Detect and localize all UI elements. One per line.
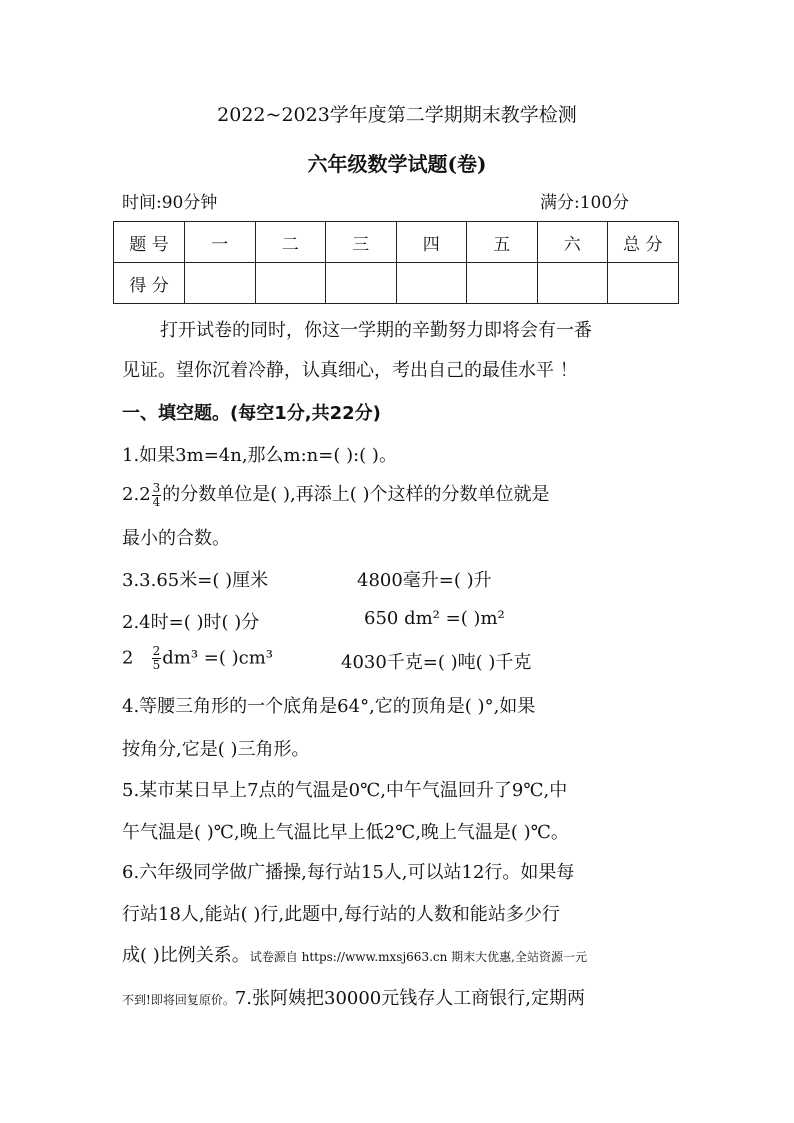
- score-table-score-row: [114, 263, 679, 304]
- score-cell-header: 四: [396, 222, 467, 263]
- intro-line: 见证。望你沉着冷静，认真细心，考出自己的最佳水平 ！: [122, 360, 578, 381]
- question-3c: 2.4时=( )时( )分: [122, 612, 260, 633]
- q2-text: 的分数单位是( ),再添上( )个这样的分数单位就是: [162, 484, 550, 505]
- source-note: 不到!即将回复原价。: [122, 993, 235, 1007]
- score-cell-label: 得 分: [114, 263, 185, 304]
- score-cell-empty: [537, 263, 608, 304]
- score-cell-header: 三: [326, 222, 397, 263]
- question-5: 5.某市某日早上7点的气温是0℃,中午气温回升了9℃,中: [122, 780, 568, 801]
- score-cell-empty: [608, 263, 679, 304]
- question-2: [122, 480, 550, 509]
- question-3a: 3.3.65米=( )厘米: [122, 570, 269, 591]
- q7-text: 7.张阿姨把30000元钱存人工商银行,定期两: [234, 988, 585, 1009]
- q2-fraction: [152, 482, 162, 509]
- score-cell-header: 总 分: [608, 222, 679, 263]
- question-3d: 650 dm² =( )m²: [364, 608, 505, 629]
- q3e-text: dm³ =( )cm³: [162, 647, 274, 669]
- question-6: 6.六年级同学做广播操,每行站15人,可以站12行。如果每: [122, 862, 575, 883]
- question-3e: [122, 645, 273, 672]
- q3e-numerator: 2: [152, 644, 161, 658]
- q2-denominator: 4: [152, 494, 161, 509]
- score-cell-empty: [185, 263, 256, 304]
- q3e-mixed-whole: 2: [122, 647, 134, 669]
- score-cell-empty: [396, 263, 467, 304]
- q2-numerator: 3: [152, 480, 161, 495]
- exam-subtitle: 六年级数学试题(卷): [307, 152, 487, 176]
- question-1: 1.如果3m=4n,那么m:n=( ):( )。: [122, 445, 397, 466]
- score-cell-header: 一: [185, 222, 256, 263]
- score-cell-header: 五: [467, 222, 538, 263]
- question-7: [122, 984, 585, 1010]
- score-cell-label: 题 号: [114, 222, 185, 263]
- question-4-cont: 按角分,它是( )三角形。: [122, 739, 310, 760]
- question-2-cont: 最小的合数。: [122, 528, 230, 549]
- question-3f: 4030千克=( )吨( )千克: [341, 652, 532, 673]
- q3e-fraction: [152, 645, 162, 672]
- q2-number: 2.: [122, 484, 140, 505]
- question-4: 4.等腰三角形的一个底角是64°,它的顶角是( )°,如果: [122, 696, 536, 717]
- score-cell-empty: [255, 263, 326, 304]
- score-cell-empty: [326, 263, 397, 304]
- score-cell-header: 六: [537, 222, 608, 263]
- source-note: 试卷源自 https://www.mxsj663.cn 期末大优惠,全站资源一元: [249, 950, 587, 964]
- score-cell-empty: [467, 263, 538, 304]
- question-3b: 4800毫升=( )升: [357, 570, 492, 591]
- q6-text: 成( )比例关系。: [122, 945, 250, 966]
- question-5-cont: 午气温是( )℃,晚上气温比早上低2℃,晚上气温是( )℃。: [122, 822, 569, 843]
- score-table-header-row: [114, 222, 679, 263]
- exam-title: 2022~2023学年度第二学期期末教学检测: [217, 104, 577, 126]
- score-table: [113, 221, 679, 304]
- question-6-cont: 行站18人,能站( )行,此题中,每行站的人数和能站多少行: [122, 904, 560, 925]
- q2-mixed-whole: 2: [139, 484, 151, 505]
- exam-time: 时间:90分钟: [122, 193, 218, 213]
- score-cell-header: 二: [255, 222, 326, 263]
- q3e-denominator: 5: [152, 658, 161, 672]
- intro-line: 打开试卷的同时，你这一学期的辛勤努力即将会有一番: [160, 320, 592, 341]
- exam-full-score: 满分:100分: [540, 193, 630, 213]
- question-6-cont: [122, 941, 587, 967]
- section-title: 一、填空题。(每空1分,共22分): [122, 403, 381, 424]
